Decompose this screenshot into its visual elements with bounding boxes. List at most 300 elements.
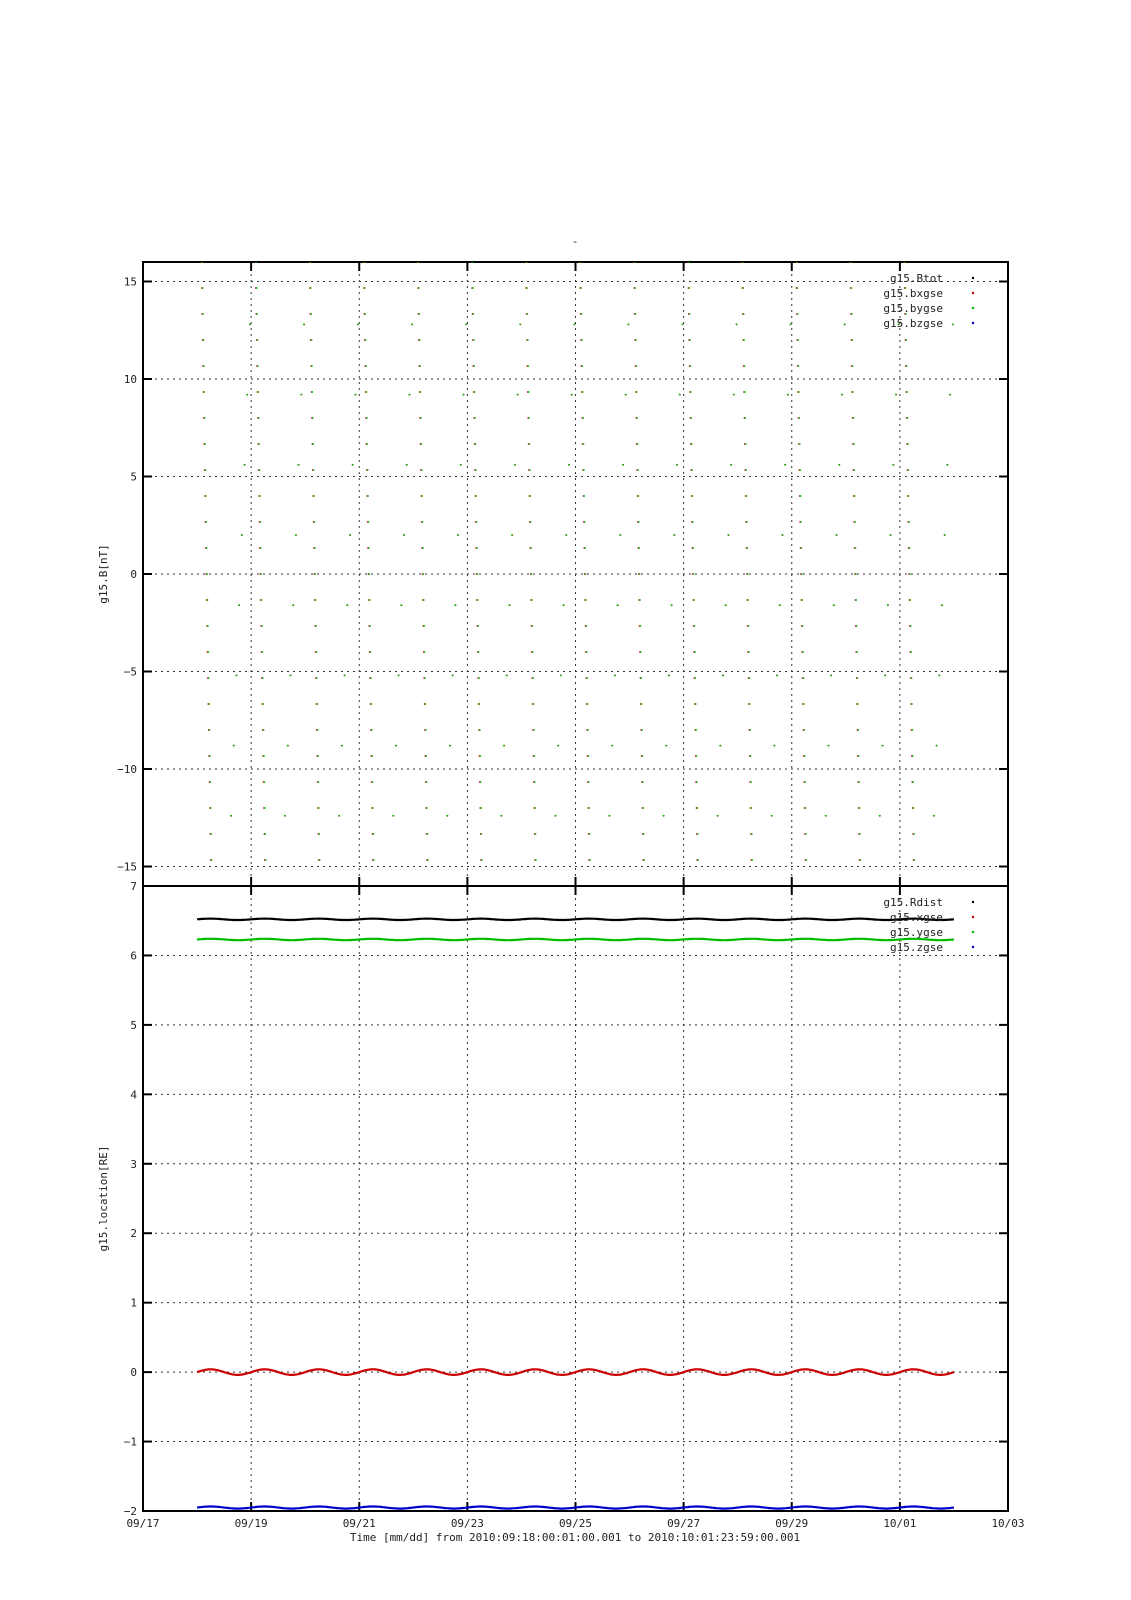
data-point [261, 625, 263, 627]
data-point [317, 755, 319, 757]
data-point [890, 534, 892, 536]
data-point [341, 745, 343, 747]
data-point [690, 391, 692, 393]
data-point [418, 287, 420, 289]
data-point [244, 464, 246, 466]
data-point [259, 469, 261, 471]
y-tick-label: 6 [130, 949, 137, 963]
x-axis-label: Time [mm/dd] from 2010:09:18:00:01:00.001 to 2010:10:01:23:59:00.001 [349, 1531, 801, 1544]
data-point [316, 677, 318, 679]
data-point [346, 604, 348, 606]
data-point [580, 287, 582, 289]
data-point [465, 324, 467, 326]
data-point [208, 677, 210, 679]
data-point [295, 534, 297, 536]
data-point [627, 324, 629, 326]
data-point [850, 287, 852, 289]
data-point [480, 781, 482, 783]
legend-label: g15.xgse [890, 911, 943, 924]
data-point [292, 604, 294, 606]
data-point [748, 677, 750, 679]
data-point [344, 675, 346, 677]
data-point [425, 755, 427, 757]
legend-marker [972, 292, 974, 294]
data-point [207, 625, 209, 627]
data-point [936, 745, 938, 747]
data-point [586, 677, 588, 679]
legend-marker [972, 322, 974, 324]
data-point [370, 703, 372, 705]
data-point [287, 745, 289, 747]
data-point [803, 677, 805, 679]
data-point [668, 675, 670, 677]
data-point [781, 534, 783, 536]
data-point [557, 745, 559, 747]
data-point [265, 859, 267, 861]
data-point [743, 313, 745, 315]
data-point [473, 365, 475, 367]
data-point [748, 651, 750, 653]
data-point [671, 604, 673, 606]
data-point [799, 443, 801, 445]
data-point [477, 625, 479, 627]
data-point [692, 521, 694, 523]
data-point [749, 703, 751, 705]
data-point [619, 534, 621, 536]
data-point [643, 859, 645, 861]
data-point [421, 469, 423, 471]
data-point [478, 677, 480, 679]
data-point [565, 534, 567, 536]
data-point [581, 365, 583, 367]
data-point [949, 394, 951, 396]
data-point [460, 464, 462, 466]
data-point [694, 677, 696, 679]
data-point [425, 729, 427, 731]
data-point [642, 755, 644, 757]
data-point [585, 573, 587, 575]
data-point [256, 287, 258, 289]
data-point [911, 677, 913, 679]
data-point [511, 534, 513, 536]
legend-label: g15.bygse [883, 302, 943, 315]
data-point [589, 859, 591, 861]
data-point [426, 781, 428, 783]
data-point [637, 469, 639, 471]
y-tick-label: −15 [117, 860, 137, 874]
data-point [298, 464, 300, 466]
data-point [695, 729, 697, 731]
data-point [368, 521, 370, 523]
data-point [368, 547, 370, 549]
data-point [317, 729, 319, 731]
data-point [906, 365, 908, 367]
data-point [422, 521, 424, 523]
data-point [909, 599, 911, 601]
data-point [319, 859, 321, 861]
data-point [204, 443, 206, 445]
x-tick-label: 10/03 [991, 1517, 1025, 1530]
data-point [528, 417, 530, 419]
data-point [853, 443, 855, 445]
data-point [208, 703, 210, 705]
data-point [316, 651, 318, 653]
data-point [696, 807, 698, 809]
data-point [477, 599, 479, 601]
data-point [933, 815, 935, 817]
data-point [289, 675, 291, 677]
data-point [527, 339, 529, 341]
data-point [617, 604, 619, 606]
data-point [856, 625, 858, 627]
y-tick-label: 2 [130, 1227, 137, 1241]
y-tick-label: 15 [123, 275, 137, 289]
data-point [798, 391, 800, 393]
data-point [246, 394, 248, 396]
data-point [908, 495, 910, 497]
data-point [352, 464, 354, 466]
data-point [370, 677, 372, 679]
data-point [884, 675, 886, 677]
data-point [315, 625, 317, 627]
data-point [310, 313, 312, 315]
data-point [533, 755, 535, 757]
data-point [506, 675, 508, 677]
data-point [370, 651, 372, 653]
data-point [366, 443, 368, 445]
data-point [205, 521, 207, 523]
data-point [392, 815, 394, 817]
data-point [368, 573, 370, 575]
data-point [907, 469, 909, 471]
data-point [479, 729, 481, 731]
data-point [909, 547, 911, 549]
data-point [420, 417, 422, 419]
data-point [369, 599, 371, 601]
data-point [906, 391, 908, 393]
data-point [879, 815, 881, 817]
data-point [519, 324, 521, 326]
data-point [535, 833, 537, 835]
data-point [697, 833, 699, 835]
data-point [406, 464, 408, 466]
x-tick-label: 09/27 [667, 1517, 701, 1530]
data-point [364, 287, 366, 289]
data-point [588, 781, 590, 783]
data-point [446, 815, 448, 817]
legend-marker [972, 946, 974, 948]
x-tick-label: 09/29 [775, 1517, 809, 1530]
data-point [476, 547, 478, 549]
data-point [745, 469, 747, 471]
data-point [938, 675, 940, 677]
data-point [369, 625, 371, 627]
data-point [419, 365, 421, 367]
data-point [357, 324, 359, 326]
data-point [856, 651, 858, 653]
data-point [364, 313, 366, 315]
data-point [800, 547, 802, 549]
data-point [641, 703, 643, 705]
data-point [784, 464, 786, 466]
data-point [474, 417, 476, 419]
data-point [423, 625, 425, 627]
data-point [562, 604, 564, 606]
y-tick-label: 10 [123, 373, 137, 386]
data-point [529, 443, 531, 445]
data-point [260, 573, 262, 575]
data-point [941, 604, 943, 606]
data-point [264, 807, 266, 809]
data-point [911, 729, 913, 731]
data-point [585, 599, 587, 601]
data-point [733, 394, 735, 396]
data-point [209, 781, 211, 783]
data-point [473, 339, 475, 341]
data-point [803, 703, 805, 705]
data-point [263, 755, 265, 757]
data-point [261, 651, 263, 653]
data-point [395, 745, 397, 747]
panel-location [97, 880, 1025, 1530]
data-point [365, 339, 367, 341]
data-point [745, 443, 747, 445]
data-point [400, 604, 402, 606]
data-point [855, 547, 857, 549]
data-point [526, 287, 528, 289]
data-point [568, 464, 570, 466]
data-point [787, 394, 789, 396]
data-point [318, 833, 320, 835]
data-point [912, 755, 914, 757]
x-tick-label: 09/23 [450, 1517, 484, 1530]
data-point [805, 833, 807, 835]
y-tick-label: −10 [117, 763, 137, 776]
data-point [257, 391, 259, 393]
data-point [311, 391, 313, 393]
data-point [636, 417, 638, 419]
data-point [855, 599, 857, 601]
legend-label: g15.Btot [890, 272, 943, 285]
legend-marker [972, 931, 974, 933]
legend-marker [972, 277, 974, 279]
data-point [508, 604, 510, 606]
data-point [912, 781, 914, 783]
data-point [841, 394, 843, 396]
data-point [583, 443, 585, 445]
data-point [689, 313, 691, 315]
data-point [530, 547, 532, 549]
data-point [859, 859, 861, 861]
data-point [773, 745, 775, 747]
data-point [676, 464, 678, 466]
data-point [424, 651, 426, 653]
data-point [694, 651, 696, 653]
data-point [257, 339, 259, 341]
data-point [422, 573, 424, 575]
y-axis-label: g15.location[RE] [97, 1145, 110, 1252]
data-point [373, 859, 375, 861]
data-point [690, 417, 692, 419]
data-point [426, 807, 428, 809]
x-tick-label: 09/19 [234, 1517, 268, 1530]
data-point [662, 815, 664, 817]
data-point [696, 755, 698, 757]
data-point [315, 599, 317, 601]
data-point [534, 781, 536, 783]
data-point [238, 604, 240, 606]
data-point [892, 464, 894, 466]
data-point [895, 394, 897, 396]
data-point [205, 469, 207, 471]
data-point [881, 745, 883, 747]
data-point [838, 464, 840, 466]
data-point [314, 573, 316, 575]
data-point [697, 859, 699, 861]
data-point [858, 755, 860, 757]
data-point [582, 417, 584, 419]
data-point [533, 703, 535, 705]
data-point [585, 625, 587, 627]
data-point [679, 394, 681, 396]
data-point [638, 521, 640, 523]
data-point [913, 859, 915, 861]
data-point [260, 547, 262, 549]
data-point [717, 815, 719, 817]
data-point [797, 313, 799, 315]
data-point [313, 495, 315, 497]
data-point [517, 394, 519, 396]
data-point [907, 443, 909, 445]
data-point [529, 469, 531, 471]
panel-magnetic-field [97, 261, 1008, 887]
data-point [210, 833, 212, 835]
y-tick-label: 4 [130, 1088, 137, 1102]
data-point [640, 625, 642, 627]
data-point [528, 391, 530, 393]
data-point [472, 313, 474, 315]
data-point [365, 365, 367, 367]
y-tick-label: 3 [130, 1157, 137, 1171]
data-point [259, 495, 261, 497]
data-point [584, 521, 586, 523]
data-point [264, 833, 266, 835]
data-point [583, 495, 585, 497]
data-point [349, 534, 351, 536]
data-point [527, 365, 529, 367]
data-point [689, 339, 691, 341]
data-point [688, 287, 690, 289]
data-point [852, 391, 854, 393]
data-point [910, 651, 912, 653]
data-point [750, 755, 752, 757]
data-point [481, 833, 483, 835]
data-point [642, 807, 644, 809]
data-point [750, 807, 752, 809]
data-point [796, 287, 798, 289]
data-point [858, 781, 860, 783]
legend-label: g15.ygse [890, 926, 943, 939]
data-point [835, 534, 837, 536]
data-point [859, 833, 861, 835]
data-point [503, 745, 505, 747]
data-point [449, 745, 451, 747]
data-point [581, 313, 583, 315]
data-point [634, 287, 636, 289]
data-point [797, 339, 799, 341]
data-point [581, 339, 583, 341]
data-point [748, 625, 750, 627]
data-point [422, 547, 424, 549]
data-point [805, 859, 807, 861]
legend-label: g15.Rdist [883, 896, 943, 909]
data-point [589, 833, 591, 835]
data-point [611, 745, 613, 747]
y-axis-label: g15.B[nT] [97, 544, 110, 604]
data-point [338, 815, 340, 817]
data-point [573, 324, 575, 326]
data-point [475, 495, 477, 497]
data-point [531, 625, 533, 627]
data-point [622, 464, 624, 466]
data-point [851, 339, 853, 341]
data-point [725, 604, 727, 606]
data-point [366, 391, 368, 393]
data-point [913, 807, 915, 809]
data-point [284, 815, 286, 817]
data-point [420, 443, 422, 445]
data-point [312, 443, 314, 445]
data-point [532, 677, 534, 679]
data-point [481, 859, 483, 861]
data-point [681, 324, 683, 326]
data-point [749, 729, 751, 731]
data-point [531, 573, 533, 575]
data-point [827, 745, 829, 747]
data-point [259, 521, 261, 523]
data-point [261, 599, 263, 601]
data-point [408, 394, 410, 396]
data-point [207, 599, 209, 601]
data-point [403, 534, 405, 536]
data-point [744, 365, 746, 367]
data-point [908, 521, 910, 523]
data-point [367, 469, 369, 471]
x-tick-label: 10/01 [883, 1517, 917, 1530]
data-point [696, 781, 698, 783]
data-point [587, 703, 589, 705]
data-point [478, 651, 480, 653]
data-point [911, 703, 913, 705]
data-point [372, 807, 374, 809]
data-point [371, 729, 373, 731]
data-point [207, 651, 209, 653]
data-point [582, 391, 584, 393]
data-point [637, 495, 639, 497]
data-point [851, 313, 853, 315]
data-point [418, 313, 420, 315]
data-point [692, 495, 694, 497]
data-point [316, 703, 318, 705]
data-point [423, 599, 425, 601]
data-point [852, 365, 854, 367]
data-point [310, 287, 312, 289]
data-point [625, 394, 627, 396]
data-point [264, 781, 266, 783]
data-point [905, 339, 907, 341]
data-point [833, 604, 835, 606]
data-point [692, 547, 694, 549]
